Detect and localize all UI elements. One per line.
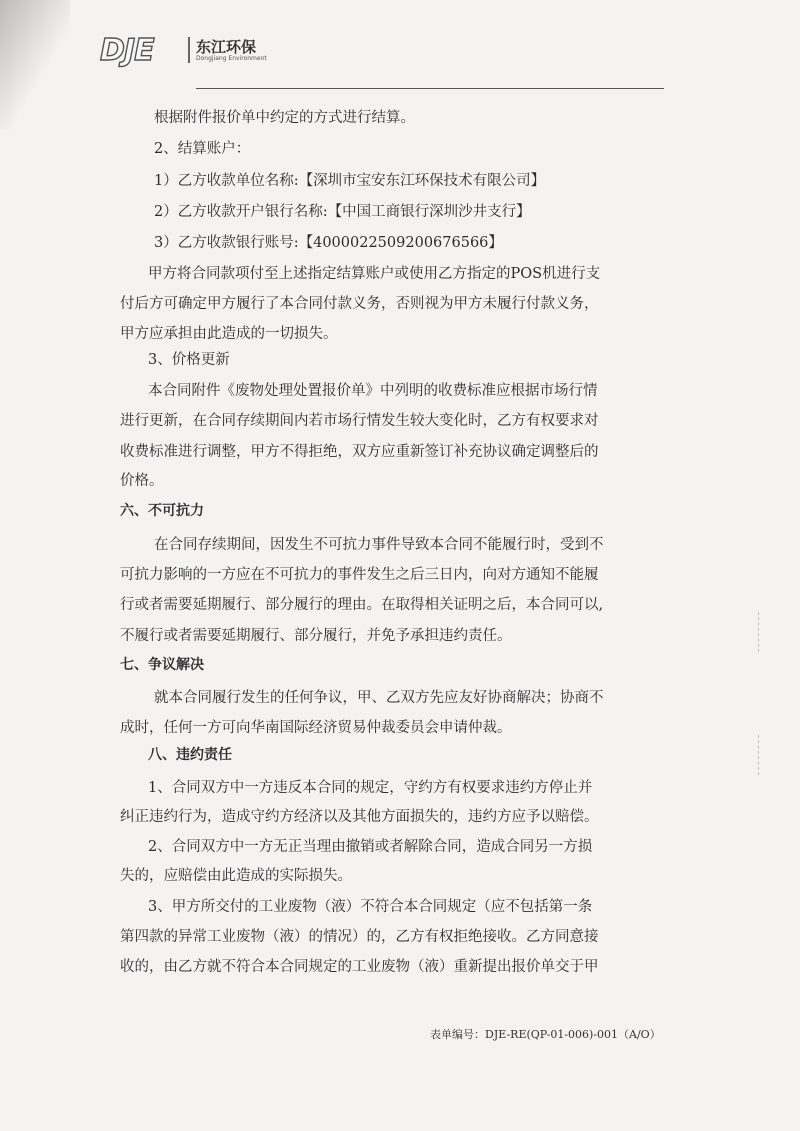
- body-line: 就本合同履行发生的任何争议，甲、乙双方先应友好协商解决；协商不: [154, 690, 604, 706]
- body-line: 不履行或者需要延期履行、部分履行，并免予承担违约责任。: [120, 628, 512, 644]
- body-line: 2、结算账户：: [154, 141, 251, 157]
- scan-mark: [758, 612, 775, 652]
- body-line: 失的，应赔偿由此造成的实际损失。: [120, 868, 352, 884]
- body-line: 3、价格更新: [148, 352, 230, 368]
- body-line: 2）乙方收款开户银行名称:【中国工商银行深圳沙井支行】: [154, 204, 531, 220]
- body-line: 1）乙方收款单位名称:【深圳市宝安东江环保技术有限公司】: [154, 173, 546, 189]
- body-line: 在合同存续期间，因发生不可抗力事件导致本合同不能履行时，受到不: [154, 537, 604, 553]
- body-line: 收费标准进行调整，甲方不得拒绝，双方应重新签订补充协议确定调整后的: [120, 444, 599, 460]
- body-line: 本合同附件《废物处理处置报价单》中列明的收费标准应根据市场行情: [148, 383, 598, 399]
- body-line: 可抗力影响的一方应在不可抗力的事件发生之后三日内，向对方通知不能履: [120, 567, 599, 583]
- body-line: 收的，由乙方就不符合本合同规定的工业废物（液）重新提出报价单交于甲: [120, 959, 599, 975]
- section-heading: 八、违约责任: [148, 747, 232, 763]
- form-number: 表单编号：DJE-RE(QP-01-006)-001（A/O）: [430, 1028, 661, 1041]
- logo-company-english: Dongjiang Environment: [196, 55, 267, 62]
- body-line: 进行更新，在合同存续期间内若市场行情发生较大变化时，乙方有权要求对: [120, 413, 599, 429]
- logo-company-name: 东江环保: [196, 38, 257, 56]
- section-heading: 六、不可抗力: [120, 503, 204, 519]
- body-line: 第四款的异常工业废物（液）的情况）的，乙方有权拒绝接收。乙方同意接: [120, 929, 599, 945]
- body-line: 2、合同双方中一方无正当理由撤销或者解除合同，造成合同另一方损: [148, 839, 593, 855]
- body-line: 价格。: [120, 473, 164, 489]
- header-rule: [196, 88, 664, 89]
- body-line: 纠正违约行为，造成守约方经济以及其他方面损失的，违约方应予以赔偿。: [120, 809, 599, 825]
- body-line: 根据附件报价单中约定的方式进行结算。: [154, 110, 415, 126]
- body-line: 成时，任何一方可向华南国际经济贸易仲裁委员会申请仲裁。: [120, 720, 512, 736]
- body-line: 3、甲方所交付的工业废物（液）不符合本合同规定（应不包括第一条: [148, 899, 593, 915]
- logo-divider: [188, 37, 190, 63]
- body-line: 行或者需要延期履行、部分履行的理由。在取得相关证明之后，本合同可以,: [120, 597, 604, 613]
- section-heading: 七、争议解决: [120, 657, 204, 673]
- scan-shadow: [0, 0, 70, 130]
- body-line: 付后方可确定甲方履行了本合同付款义务，否则视为甲方未履行付款义务，: [120, 296, 599, 312]
- logo-mark: DJE: [100, 33, 154, 68]
- body-line: 甲方应承担由此造成的一切损失。: [120, 326, 338, 342]
- body-line: 1、合同双方中一方违反本合同的规定，守约方有权要求违约方停止并: [148, 780, 593, 796]
- scan-mark: [758, 735, 775, 775]
- body-line: 3）乙方收款银行账号:【4000022509200676566】: [154, 235, 503, 251]
- body-line: 甲方将合同款项付至上述指定结算账户或使用乙方指定的POS机进行支: [148, 266, 601, 282]
